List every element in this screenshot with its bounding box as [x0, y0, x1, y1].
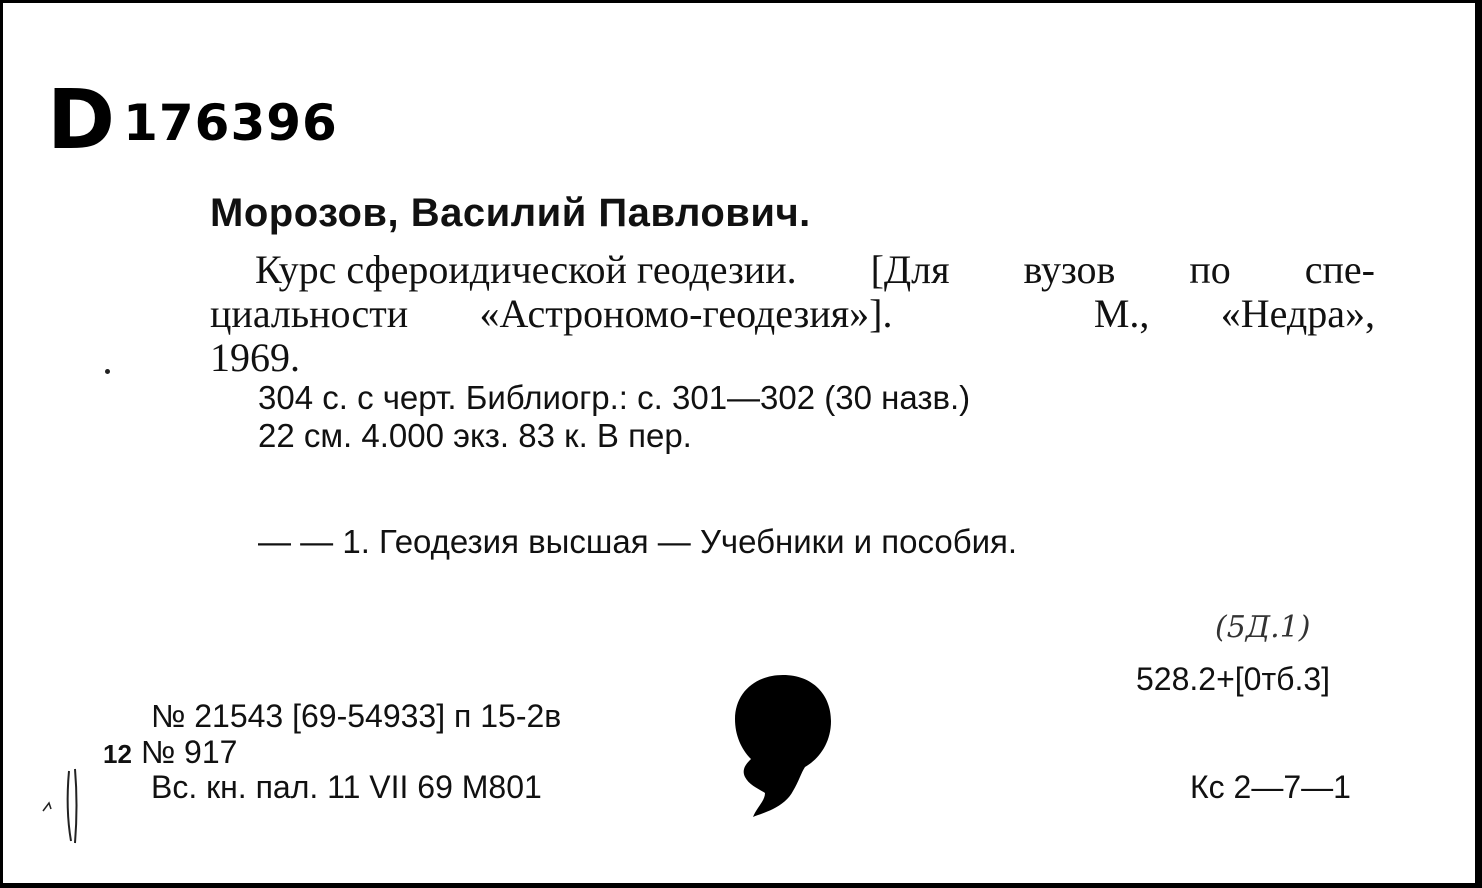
title-line-2 [210, 292, 1375, 336]
record-number-line-3: Вс. кн. пал. 11 VII 69 М801 [151, 769, 542, 805]
record-number-value: № 917 [140, 734, 238, 770]
title-line-3 [210, 336, 1375, 380]
title-segment: 1969. [210, 335, 300, 380]
title-segment: Курс сфероидической геодезии. [255, 247, 797, 292]
record-number-line-1: № 21543 [69-54933] п 15-2в [151, 698, 562, 734]
record-number-line-2 [103, 736, 237, 768]
title-segment: спе- [1304, 247, 1375, 292]
title-line-1 [210, 248, 1375, 292]
card-code: Кс 2—7—1 [1190, 769, 1351, 805]
handwritten-note: (5Д.1) [1215, 610, 1311, 645]
title-segment: М., [1093, 291, 1150, 336]
title-statement [210, 248, 1375, 380]
shelf-mark-number: 176396 [123, 94, 338, 152]
subject-heading: — — 1. Геодезия высшая — Учебники и пособия. [258, 523, 1018, 560]
record-number-prefix: 12 [103, 739, 132, 769]
ink-dot [105, 369, 110, 374]
physical-description-line-1: 304 с. с черт. Библиогр.: с. 301—302 (30 назв.) [258, 379, 971, 416]
title-segment: «Астрономо-геодезия»]. [479, 291, 893, 336]
shelf-mark-letter: D [47, 73, 114, 168]
ink-blot [735, 673, 831, 823]
title-segment: [Для [870, 247, 950, 292]
title-segment: циальности [210, 291, 409, 336]
physical-description-line-2: 22 см. 4.000 экз. 83 к. В пер. [258, 417, 692, 454]
catalog-card [3, 3, 1478, 883]
margin-scribble [33, 763, 93, 853]
title-segment: вузов [1023, 247, 1116, 292]
author-heading: Морозов, Василий Павлович. [210, 191, 811, 235]
title-segment: «Недра», [1220, 291, 1375, 336]
title-segment: по [1189, 247, 1231, 292]
classification-number: 528.2+[0тб.3] [1136, 661, 1331, 697]
shelf-mark [47, 73, 338, 168]
